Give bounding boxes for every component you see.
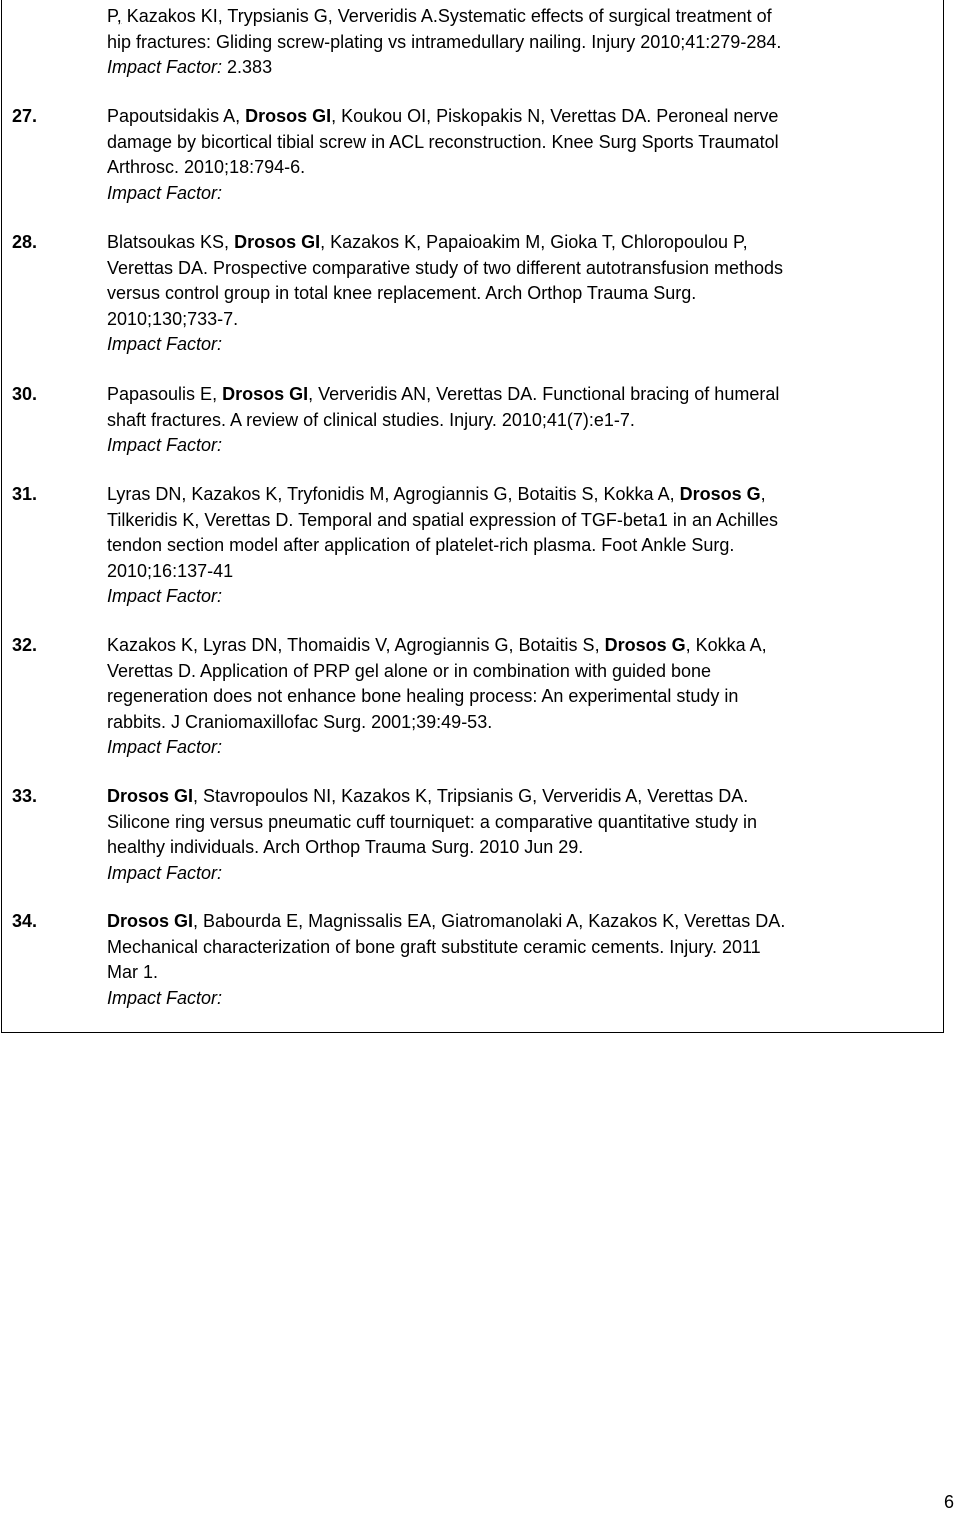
entry-line-2: damage by bicortical tibial screw in ACL reconstruction. Knee Surg Sports Traumatol [107,131,779,152]
highlighted-author: Drosos GI [107,786,194,806]
entry-line-2: Verettas DA. Prospective comparative study of two different autotransfusion methods [107,257,784,278]
entry-text [107,382,929,459]
highlighted-author: Drosos G [604,635,686,655]
entry-text [107,909,929,1011]
entry-line-1 [107,909,929,935]
publication-list-frame [1,0,944,1033]
authors-after: , Kokka A, [685,635,767,655]
entry-number: 34. [12,911,38,931]
authors-before: Lyras DN, Kazakos K, Tryfonidis M, Agrogiannis G, Botaitis S, Kokka A, [107,484,680,504]
entry-line-3: tendon section model after application of platelet-rich plasma. Foot Ankle Surg. [107,535,735,555]
entry-number: 30. [12,384,38,404]
entry-line-4: rabbits. J Craniomaxillofac Surg. 2001;39:49-53. [107,711,493,732]
entry-line-3: regeneration does not enhance bone healing process: An experimental study in [107,686,739,706]
impact-factor-label: Impact Factor: [107,862,223,883]
impact-factor-label: Impact Factor: [107,435,223,455]
entry-text [107,230,929,358]
entry-text [107,104,929,206]
impact-factor-label: Impact Factor: [107,987,223,1008]
entry-number: 33. [12,786,38,806]
entry-line-4: 2010;16:137-41 [107,560,234,581]
impact-factor-label: Impact Factor: [107,737,223,757]
entry-line-1 [107,633,929,659]
entry-number: 32. [12,635,38,655]
authors-after: , Ververidis AN, Verettas DA. Functional bracing of humeral [308,384,780,404]
highlighted-author: Drosos G [679,484,761,504]
entry-text [107,784,929,886]
entry-line-2: shaft fractures. A review of clinical studies. Injury. 2010;41(7):e1-7. [107,409,635,430]
impact-factor-label: Impact Factor: [107,586,223,606]
author-fragment: P [107,6,117,26]
impact-factor-label: Impact Factor: [107,182,223,203]
entry-number: 31. [12,484,38,504]
entry-line-2: Silicone ring versus pneumatic cuff tourniquet: a comparative quantitative study in [107,811,758,832]
entry-line-2: hip fractures: Gliding screw-plating vs intramedullary nailing. Injury 2010;41:279-284. [107,31,782,52]
entry-line-3: Mar 1. [107,962,159,982]
highlighted-author: Drosos GI [107,911,194,931]
impact-factor-value: 2.383 [222,57,273,77]
authors-after: , Koukou OI, Piskopakis N, Verettas DA. Peroneal nerve [331,106,779,126]
impact-factor-label: Impact Factor: [107,57,223,77]
entry-line-1 [107,230,929,256]
entry-text [107,482,929,610]
highlighted-author: Drosos GI [245,106,332,126]
entry-text [107,4,929,81]
authors-before: Blatsoukas KS, [107,232,235,252]
authors-after: , Babourda E, Magnissalis EA, Giatromanolaki A, Kazakos K, Verettas DA. [193,911,786,931]
impact-factor-label: Impact Factor: [107,334,223,354]
entry-line-2: Mechanical characterization of bone graft substitute ceramic cements. Injury. 2011 [107,936,761,957]
entry-line-1 [107,4,929,30]
authors-before: Papoutsidakis A, [107,106,246,126]
impact-factor [107,55,929,81]
entry-line-3: Arthrosc. 2010;18:794-6. [107,157,306,177]
entry-line-1-rest: Kazakos KI, Trypsianis G, Ververidis A.Systematic effects of surgical treatment of [121,6,772,26]
entry-line-3: healthy individuals. Arch Orthop Trauma Surg. 2010 Jun 29. [107,837,584,857]
comment-link[interactable]: , [116,6,122,26]
entry-text [107,633,929,761]
entry-line-2: Verettas D. Application of PRP gel alone or in combination with guided bone [107,660,712,681]
page-number: 6 [943,1492,954,1512]
authors-before: Papasoulis E, [107,384,223,404]
entry-line-1 [107,482,929,508]
entry-line-1 [107,784,929,810]
entry-line-2: Tilkeridis K, Verettas D. Temporal and spatial expression of TGF-beta1 in an Achilles [107,509,778,530]
entry-number: 27. [12,106,38,126]
entry-line-1 [107,382,929,408]
entry-line-3: versus control group in total knee replacement. Arch Orthop Trauma Surg. [107,283,697,303]
authors-before: Kazakos K, Lyras DN, Thomaidis V, Agrogiannis G, Botaitis S, [107,635,605,655]
highlighted-author: Drosos GI [234,232,321,252]
entry-line-1 [107,104,929,130]
highlighted-author: Drosos GI [222,384,309,404]
authors-after: , Stavropoulos NI, Kazakos K, Tripsianis G, Ververidis A, Verettas DA. [193,786,749,806]
entry-number: 28. [12,232,38,252]
entry-line-4: 2010;130;733-7. [107,308,239,329]
authors-after: , Kazakos K, Papaioakim M, Gioka T, Chloropoulou P, [320,232,748,252]
authors-after: , [760,484,766,504]
